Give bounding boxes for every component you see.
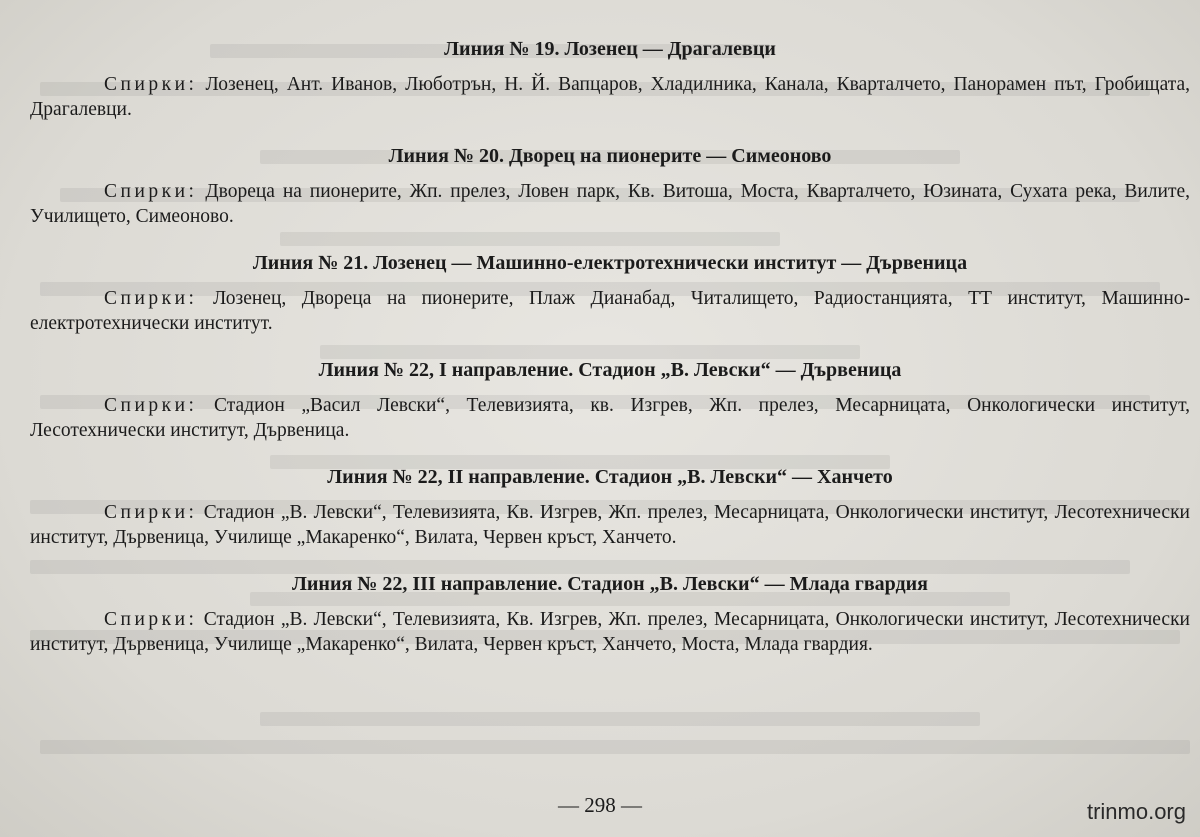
route-heading: Линия № 22, I направление. Стадион „В. Левски“ — Дървеница (318, 359, 902, 381)
route-stops (30, 179, 1190, 229)
route-heading: Линия № 20. Дворец на пионерите — Симеоново (388, 145, 832, 167)
stops-list: Стадион „В. Левски“, Телевизията, Кв. Изгрев, Жп. прелез, Месарницата, Онкологически институт, Лесотехнически институт, Дървеница, Училище „Макаренко“, Вилата, Червен кръст, Ханчето, Моста, Млада гвардия. (30, 609, 1190, 655)
route-entry-20 (30, 143, 1190, 229)
route-stops (30, 393, 1190, 443)
document-body (30, 36, 1190, 678)
stops-list: Лозенец, Ант. Иванов, Люботрън, Н. Й. Вапцаров, Хладилника, Канала, Кварталчето, Панорамен път, Гробищата, Драгалевци. (30, 74, 1191, 120)
stops-list: Стадион „В. Левски“, Телевизията, Кв. Изгрев, Жп. прелез, Месарницата, Онкологически институт, Лесотехнически институт, Дървеница, Училище „Макаренко“, Вилата, Червен кръст, Ханчето. (30, 502, 1190, 548)
route-entry-22-i (30, 357, 1190, 443)
stops-list: Лозенец, Двореца на пионерите, Плаж Дианабад, Читалището, Радиостанцията, ТТ институт, Машинно-електротехнически институт. (30, 288, 1191, 334)
route-entry-22-ii (30, 464, 1190, 550)
route-heading: Линия № 22, III направление. Стадион „В. Левски“ — Млада гвардия (292, 573, 928, 595)
route-stops (30, 607, 1190, 657)
route-heading: Линия № 19. Лозенец — Драгалевци (444, 38, 776, 60)
route-entry-22-iii (30, 571, 1190, 657)
stops-label: Спирки: (104, 502, 198, 523)
stops-label: Спирки: (104, 395, 198, 416)
route-stops (30, 500, 1190, 550)
stops-list: Двореца на пионерите, Жп. прелез, Ловен парк, Кв. Витоша, Моста, Кварталчето, Юзината, Сухата река, Вилите, Училището, Симеоново. (30, 181, 1190, 227)
stops-label: Спирки: (104, 181, 198, 202)
stops-list: Стадион „Васил Левски“, Телевизията, кв. Изгрев, Жп. прелез, Месарницата, Онкологически институт, Лесотехнически институт, Дървеница. (30, 395, 1190, 441)
stops-label: Спирки: (104, 288, 198, 309)
route-stops (30, 286, 1190, 336)
route-heading: Линия № 22, II направление. Стадион „В. Левски“ — Ханчето (327, 466, 893, 488)
watermark: trinmo.org (1086, 799, 1186, 824)
route-stops (30, 72, 1190, 122)
stops-label: Спирки: (104, 74, 198, 95)
stops-label: Спирки: (104, 609, 198, 630)
route-entry-21 (30, 250, 1190, 336)
route-entry-19 (30, 36, 1190, 122)
page-number: — 298 — (558, 793, 642, 817)
route-heading: Линия № 21. Лозенец — Машинно-електротехнически институт — Дървеница (252, 252, 968, 274)
